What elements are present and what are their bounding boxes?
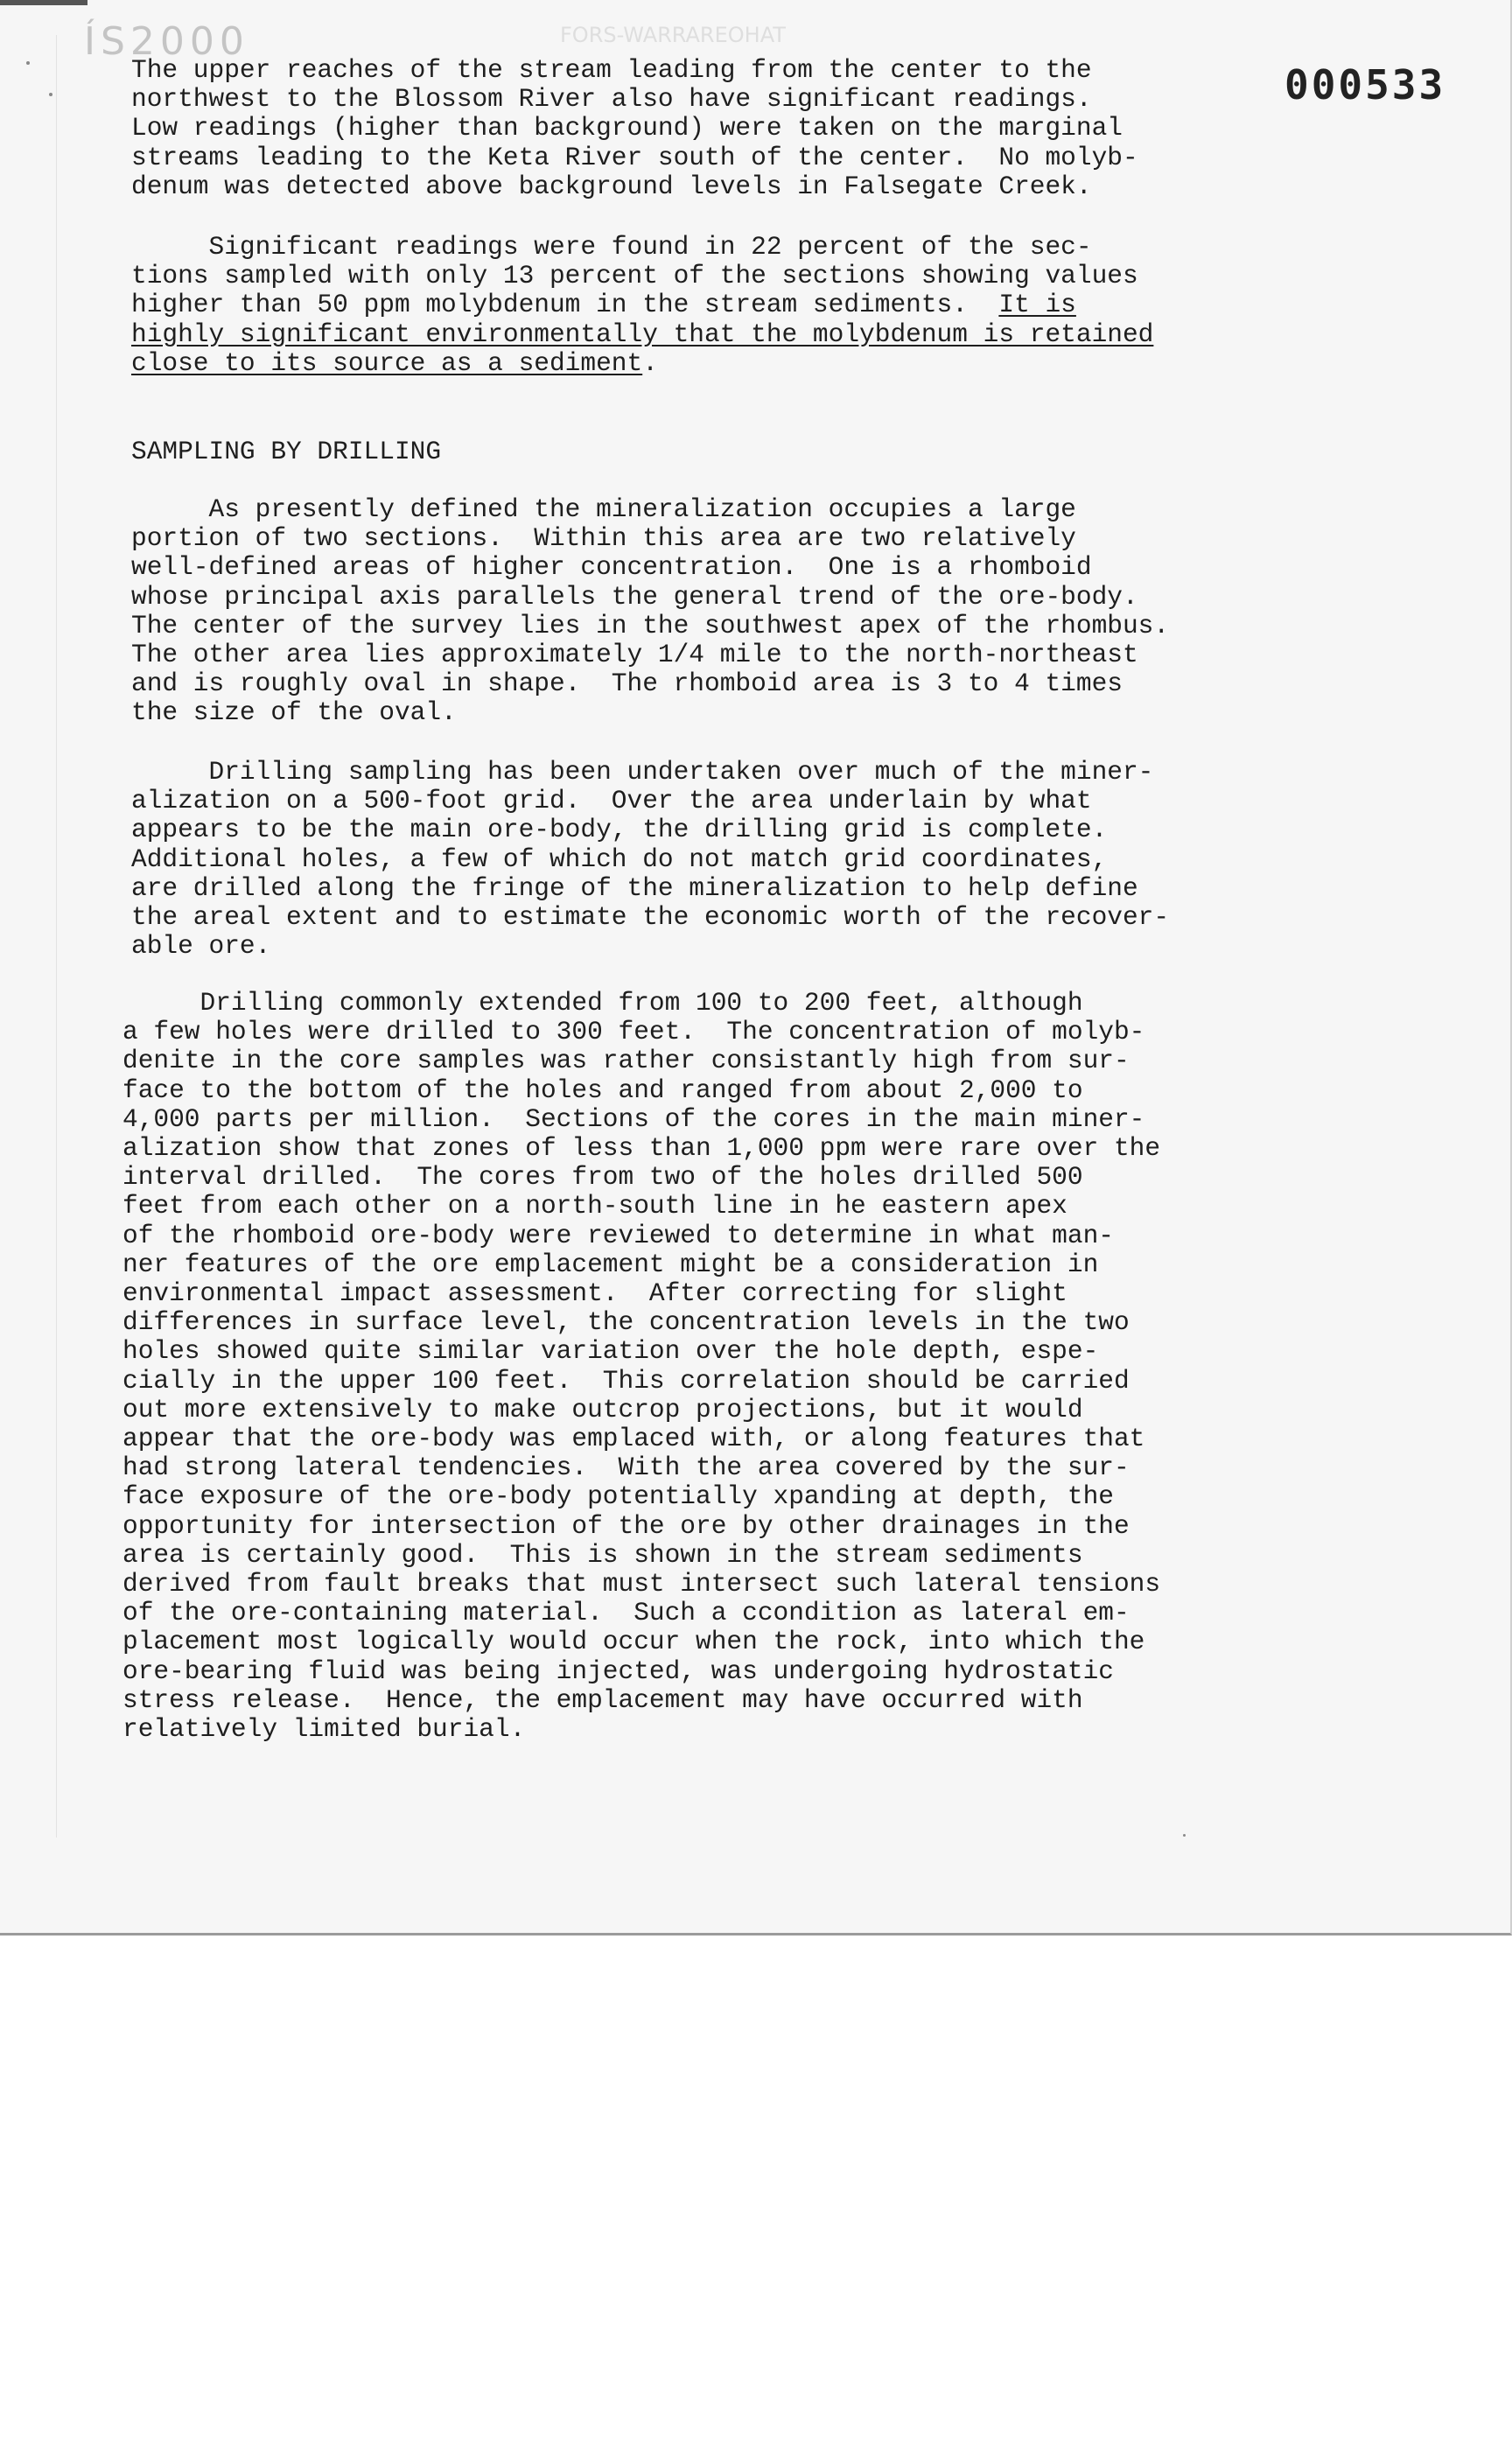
scan-speck bbox=[26, 61, 30, 65]
paragraph-3: As presently defined the mineralization occupies a large portion of two sections. Within this area are two relatively well-defined areas of higher concentration. One is a rhomboid whose principal axis parallels the general trend of the ore-body. The center of the survey lies in the southwest apex of the rhombus. The other area lies approximately 1/4 mile to the north-northeast and is roughly oval in shape. The rhomboid area is 3 to 4 times the size of the oval. bbox=[131, 494, 1170, 728]
paragraph-5: Drilling commonly extended from 100 to 200 feet, although a few holes were drilled to 300 feet. The concentration of molyb- denite in the core samples was rather consistantly high from sur- face to the bottom of the holes and ranged from about 2,000 to 4,000 parts per million. Sections of the cores in the main miner- alization show that zones of less than 1,000 ppm were rare over the interval drilled. The cores from two of the holes drilled 500 feet from each other on a north-south line in he eastern apex of the rhomboid ore-body were reviewed to determine in what man- ner features of the ore emplacement might be a consideration in environmental impact assessment. After correcting for slight differences in surface level, the concentration levels in the two holes showed quite similar variation over the hole depth, espe- cially in the upper 100 feet. This correlation should be carried out more extensively to make outcrop projections, but it would appear that the ore-body was emplaced with, or along features that had strong lateral tendencies. With the area covered by the sur- face exposure of the ore-body potentially xpanding at depth, the opportunity for intersection of the ore by other drainages in the area is certainly good. This is shown in the stream sediments derived from fault breaks that must intersect such lateral tensions of the ore-containing material. Such a ccondition as lateral em- placement most logically would occur when the rock, into which the ore-bearing fluid was being injected, was undergoing hydrostatic stress release. Hence, the emplacement may have occurred with relatively limited burial. bbox=[122, 988, 1161, 1745]
paragraph-2 bbox=[131, 233, 1348, 378]
scan-speck bbox=[1183, 1834, 1186, 1837]
bleed-through-mark: ÍS2000 bbox=[84, 19, 249, 64]
margin-line bbox=[56, 35, 57, 1838]
paragraph-2-end: . bbox=[642, 347, 658, 378]
paragraph-2-underlined-text: It is highly significant environmentally that the molybdenum is retained close to its source as a sediment bbox=[131, 290, 1154, 378]
paragraph-4: Drilling sampling has been undertaken over much of the miner- alization on a 500-foot grid. Over the area underlain by what appears to be the main ore-body, the drilling grid is complete. Additional holes, a few of which do not match grid coordinates, are drilled along the fringe of the mineralization to help define the areal extent and to estimate the economic worth of the recover- able ore. bbox=[131, 757, 1170, 962]
bleed-through-top-mark: FORS-WARRAREOHAT bbox=[560, 23, 786, 47]
paragraph-1: The upper reaches of the stream leading from the center to the northwest to the Blossom River also have significant readings. Low readings (higher than background) were taken on the marginal streams leading to the Keta River south of the center. No molyb- denum was detected above background levels in Falsegate Creek. bbox=[131, 55, 1138, 201]
section-heading: SAMPLING BY DRILLING bbox=[131, 437, 442, 466]
page-number: 000533 bbox=[1284, 61, 1446, 108]
page-edge-mark bbox=[0, 0, 88, 5]
paragraph-2-text: Significant readings were found in 22 percent of the sec- tions sampled with only 13 percent of the sections showing values higher than 50 ppm molybdenum in the stream sediments. bbox=[131, 232, 1138, 320]
scan-speck bbox=[49, 93, 52, 96]
